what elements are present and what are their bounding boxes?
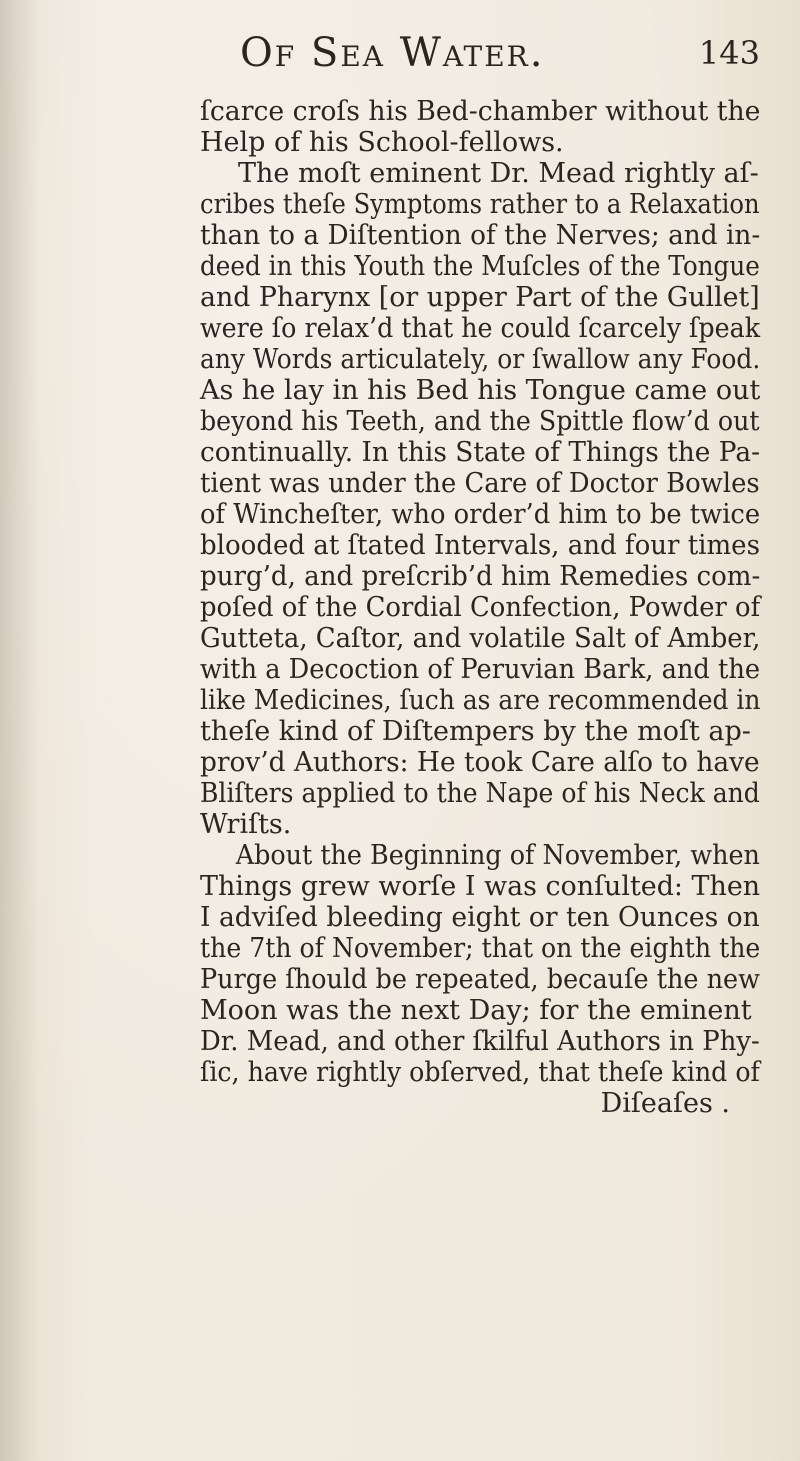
text-line: The moſt eminent Dr. Mead rightly aſ- bbox=[238, 158, 759, 189]
text-line: blooded at ſtated Intervals, and four times bbox=[200, 530, 760, 561]
text-line: ſcarce croſs his Bed-chamber without the bbox=[200, 96, 761, 127]
text-line: deed in this Youth the Muſcles of the Tongue bbox=[200, 251, 760, 282]
text-line: of Wincheſter, who order’d him to be twice bbox=[200, 499, 761, 530]
text-line: Purge ſhould be repeated, becauſe the new bbox=[200, 964, 760, 995]
running-head: Of Sea Water. bbox=[240, 30, 545, 76]
text-line: I adviſed bleeding eight or ten Ounces on bbox=[200, 902, 760, 933]
text-line: Gutteta, Caſtor, and volatile Salt of Amber, bbox=[200, 623, 761, 654]
page-number: 143 bbox=[698, 34, 760, 72]
text-line: prov’d Authors: He took Care alſo to have bbox=[200, 747, 760, 778]
text-line: like Medicines, ſuch as are recommended in bbox=[200, 685, 761, 716]
text-line: Bliſters applied to the Nape of his Neck and bbox=[200, 778, 760, 809]
text-line: Wriſts. bbox=[200, 809, 292, 840]
text-line: tient was under the Care of Doctor Bowles bbox=[200, 468, 760, 499]
text-line: beyond his Teeth, and the Spittle flow’d out bbox=[200, 406, 760, 437]
text-line: cribes theſe Symptoms rather to a Relaxation bbox=[200, 189, 760, 220]
text-line: Moon was the next Day; for the eminent bbox=[200, 995, 752, 1026]
gutter-shadow bbox=[0, 0, 40, 1461]
text-line: than to a Diſtention of the Nerves; and in- bbox=[200, 220, 761, 251]
text-line: About the Beginning of November, when bbox=[235, 840, 760, 871]
text-line: ſic, have rightly obſerved, that theſe kind of bbox=[200, 1057, 760, 1088]
text-line: purg’d, and preſcrib’d him Remedies com- bbox=[200, 561, 761, 592]
text-line: Dr. Mead, and other ſkilful Authors in Phy- bbox=[200, 1026, 760, 1057]
text-line: poſed of the Cordial Confection, Powder of bbox=[200, 592, 761, 623]
text-line: any Words articulately, or ſwallow any Food. bbox=[200, 344, 761, 375]
catchword: Diſeaſes . bbox=[600, 1088, 730, 1119]
text-line: theſe kind of Diſtempers by the moſt ap- bbox=[200, 716, 751, 747]
text-line: As he lay in his Bed his Tongue came out bbox=[200, 375, 761, 406]
text-line: Help of his School-fellows. bbox=[200, 127, 564, 158]
text-line: continually. In this State of Things the Pa- bbox=[200, 437, 760, 468]
body-text bbox=[200, 96, 760, 1119]
text-line: with a Decoction of Peruvian Bark, and the bbox=[200, 654, 761, 685]
text-line: Things grew worſe I was conſulted: Then bbox=[200, 871, 761, 902]
text-line: were ſo relax’d that he could ſcarcely ſpeak bbox=[200, 313, 761, 344]
text-line: the 7th of November; that on the eighth the bbox=[200, 933, 761, 964]
text-line: and Pharynx [or upper Part of the Gullet] bbox=[200, 282, 760, 313]
page-header bbox=[240, 30, 780, 80]
